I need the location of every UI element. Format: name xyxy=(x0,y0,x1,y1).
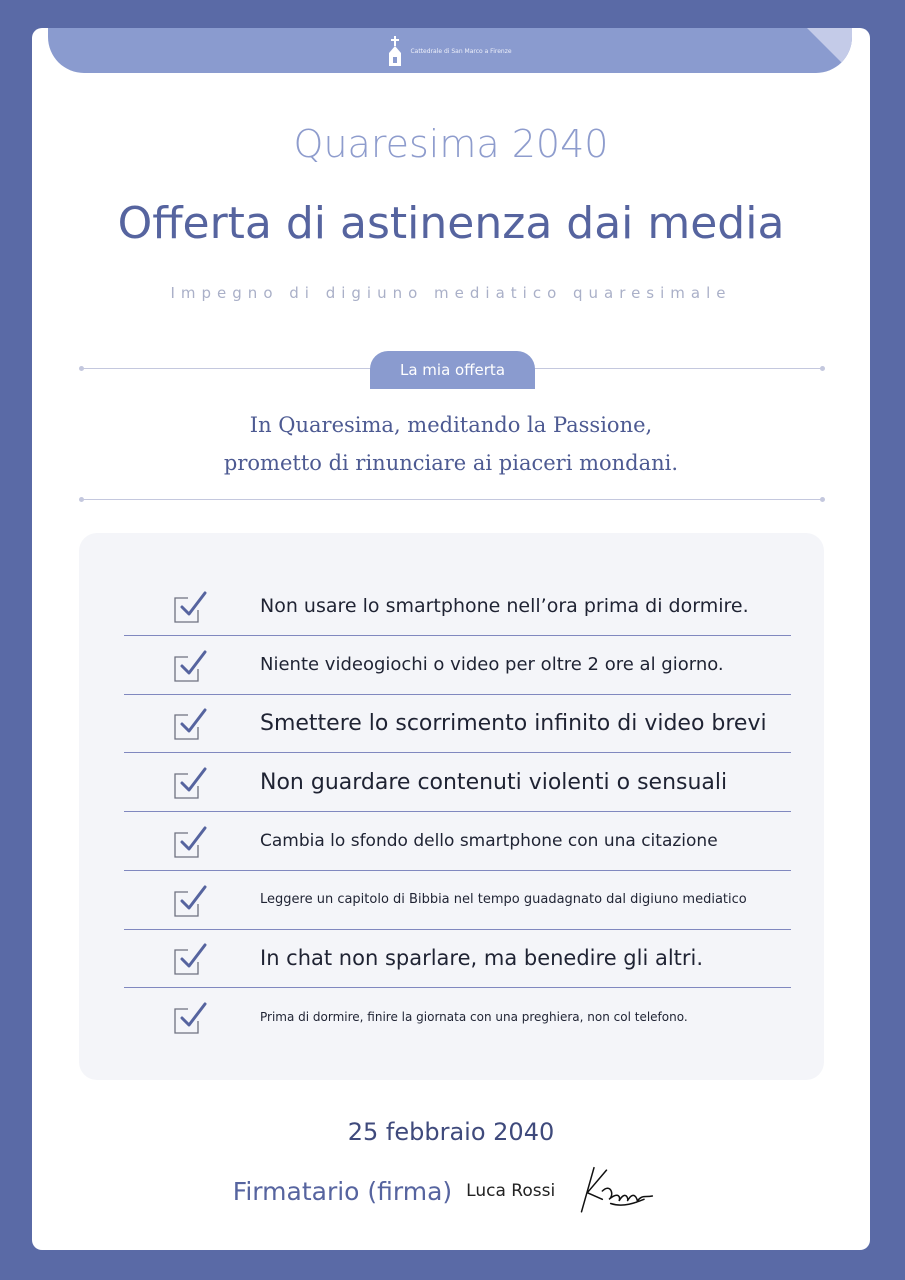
header-band xyxy=(48,28,852,73)
commitment-text: In chat non sparlare, ma benedire gli altri. xyxy=(260,946,704,971)
checkbox-checked-icon[interactable] xyxy=(174,706,208,740)
list-item xyxy=(124,753,791,812)
list-item xyxy=(124,988,791,1046)
checkbox-checked-icon[interactable] xyxy=(174,824,208,858)
list-item xyxy=(124,929,791,988)
commitment-text: Prima di dormire, finire la giornata con una preghiera, non col telefono. xyxy=(260,1009,688,1024)
pledge-text xyxy=(32,406,870,482)
church-icon xyxy=(388,36,402,66)
list-item xyxy=(124,636,791,695)
commitment-text: Niente videogiochi o video per oltre 2 ore al giorno. xyxy=(260,654,724,676)
brand-name: Cattedrale di San Marco a Firenze xyxy=(410,47,512,55)
certificate-card xyxy=(32,28,870,1250)
signer-label: Firmatario (firma) xyxy=(232,1176,453,1206)
checkbox-checked-icon[interactable] xyxy=(174,765,208,799)
signature-area xyxy=(32,1166,870,1216)
list-item xyxy=(124,871,791,930)
commitment-text: Non usare lo smartphone nell’ora prima di dormire. xyxy=(260,595,749,617)
commitment-text: Smettere lo scorrimento infinito di video brevi xyxy=(260,710,767,736)
checkbox-checked-icon[interactable] xyxy=(174,1000,208,1034)
checkbox-checked-icon[interactable] xyxy=(174,941,208,975)
subtitle: Impegno di digiuno mediatico quaresimale xyxy=(170,284,732,302)
list-item xyxy=(124,812,791,871)
checkbox-checked-icon[interactable] xyxy=(174,648,208,682)
offer-label: La mia offerta xyxy=(370,351,535,389)
season-title: Quaresima 2040 xyxy=(293,122,609,166)
page-title: Offerta di astinenza dai media xyxy=(117,198,785,249)
list-item xyxy=(124,577,791,636)
commitment-text: Leggere un capitolo di Bibbia nel tempo guadagnato dal digiuno mediatico xyxy=(260,892,747,907)
commitments-list xyxy=(79,533,824,1080)
pledge-line-2: prometto di rinunciare ai piaceri mondani. xyxy=(223,451,679,475)
checkbox-checked-icon[interactable] xyxy=(174,883,208,917)
commitment-text: Cambia lo sfondo dello smartphone con una citazione xyxy=(260,830,718,851)
pledge-line-1: In Quaresima, meditando la Passione, xyxy=(249,413,653,437)
date: 25 febbraio 2040 xyxy=(347,1118,555,1146)
list-item xyxy=(124,694,791,753)
handwritten-signature xyxy=(569,1166,669,1216)
divider xyxy=(81,499,823,500)
commitment-text: Non guardare contenuti violenti o sensuali xyxy=(260,769,728,795)
signer-name: Luca Rossi xyxy=(466,1181,556,1201)
brand xyxy=(48,36,852,66)
checkbox-checked-icon[interactable] xyxy=(174,589,208,623)
